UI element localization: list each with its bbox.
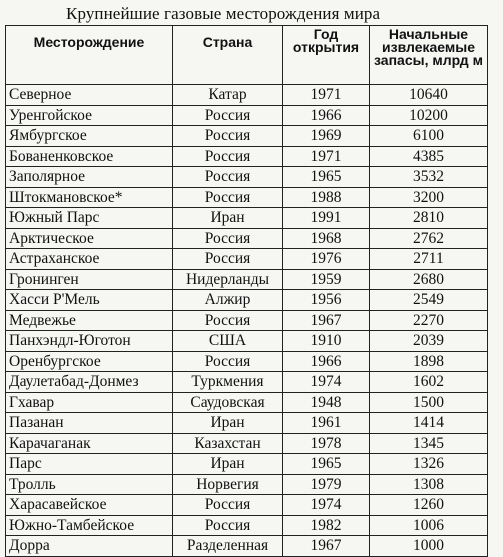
reserves-cell: 10640 — [370, 85, 488, 106]
field-cell: Даулетабад-Донмез — [6, 372, 173, 393]
table-row — [6, 167, 488, 188]
table-row — [6, 515, 488, 536]
field-cell: Уренгойское — [6, 105, 173, 126]
country-cell: Россия — [173, 146, 283, 167]
table-row — [6, 413, 488, 434]
field-cell: Северное — [6, 85, 173, 106]
table-row — [6, 85, 488, 106]
table-row — [6, 351, 488, 372]
field-cell: Южный Парс — [6, 208, 173, 229]
field-cell: Хасси Р'Мель — [6, 290, 173, 311]
country-cell: Иран — [173, 454, 283, 475]
reserves-cell: 2270 — [370, 310, 488, 331]
field-cell: Астраханское — [6, 249, 173, 270]
field-cell: Южно-Тамбейское — [6, 515, 173, 536]
table-row — [6, 310, 488, 331]
table-body — [6, 85, 488, 557]
table-row — [6, 536, 488, 557]
field-cell: Заполярное — [6, 167, 173, 188]
field-cell: Тролль — [6, 474, 173, 495]
year-cell: 1966 — [283, 105, 370, 126]
reserves-cell: 3200 — [370, 187, 488, 208]
field-cell: Дорра — [6, 536, 173, 557]
field-cell: Бованенковское — [6, 146, 173, 167]
reserves-cell: 1260 — [370, 495, 488, 516]
table-row — [6, 228, 488, 249]
country-cell: Катар — [173, 85, 283, 106]
reserves-cell: 1326 — [370, 454, 488, 475]
column-header-year — [283, 26, 370, 85]
year-cell: 1966 — [283, 351, 370, 372]
field-cell: Пазанан — [6, 413, 173, 434]
column-header-year-text: Год открытия — [292, 28, 360, 55]
year-cell: 1971 — [283, 85, 370, 106]
reserves-cell: 1345 — [370, 433, 488, 454]
year-cell: 1974 — [283, 495, 370, 516]
reserves-cell: 6100 — [370, 126, 488, 147]
table-row — [6, 290, 488, 311]
country-cell: Россия — [173, 515, 283, 536]
table-row — [6, 495, 488, 516]
country-cell: Россия — [173, 310, 283, 331]
table-row — [6, 474, 488, 495]
table-row — [6, 187, 488, 208]
table-row — [6, 433, 488, 454]
year-cell: 1988 — [283, 187, 370, 208]
field-cell: Гронинген — [6, 269, 173, 290]
country-cell: Разделенная — [173, 536, 283, 557]
country-cell: Казахстан — [173, 433, 283, 454]
reserves-cell: 1414 — [370, 413, 488, 434]
reserves-cell: 1006 — [370, 515, 488, 536]
reserves-cell: 3532 — [370, 167, 488, 188]
year-cell: 1991 — [283, 208, 370, 229]
reserves-cell: 2810 — [370, 208, 488, 229]
field-cell: Оренбургское — [6, 351, 173, 372]
country-cell: Россия — [173, 105, 283, 126]
field-cell: Карачаганак — [6, 433, 173, 454]
reserves-cell: 1500 — [370, 392, 488, 413]
table-row — [6, 331, 488, 352]
reserves-cell: 4385 — [370, 146, 488, 167]
field-cell: Ямбургское — [6, 126, 173, 147]
country-cell: Алжир — [173, 290, 283, 311]
year-cell: 1965 — [283, 167, 370, 188]
field-cell: Гхавар — [6, 392, 173, 413]
year-cell: 1979 — [283, 474, 370, 495]
country-cell: Саудовская — [173, 392, 283, 413]
table-row — [6, 249, 488, 270]
country-cell: Нидерланды — [173, 269, 283, 290]
column-header-field: Месторождение — [6, 26, 173, 85]
reserves-cell: 1000 — [370, 536, 488, 557]
year-cell: 1967 — [283, 536, 370, 557]
table-row — [6, 269, 488, 290]
reserves-cell: 2680 — [370, 269, 488, 290]
year-cell: 1956 — [283, 290, 370, 311]
country-cell: Норвегия — [173, 474, 283, 495]
table-row — [6, 454, 488, 475]
year-cell: 1978 — [283, 433, 370, 454]
country-cell: США — [173, 331, 283, 352]
year-cell: 1971 — [283, 146, 370, 167]
reserves-cell: 2762 — [370, 228, 488, 249]
table-row — [6, 146, 488, 167]
column-header-reserves-text: Начальные извлекаемые запасы, млрд м — [374, 28, 483, 68]
field-cell: Медвежье — [6, 310, 173, 331]
year-cell: 1961 — [283, 413, 370, 434]
reserves-cell: 10200 — [370, 105, 488, 126]
year-cell: 1968 — [283, 228, 370, 249]
country-cell: Россия — [173, 495, 283, 516]
header-row — [6, 26, 488, 85]
country-cell: Иран — [173, 208, 283, 229]
column-header-reserves — [370, 26, 488, 85]
year-cell: 1976 — [283, 249, 370, 270]
table-row — [6, 126, 488, 147]
year-cell: 1974 — [283, 372, 370, 393]
year-cell: 1982 — [283, 515, 370, 536]
year-cell: 1910 — [283, 331, 370, 352]
country-cell: Россия — [173, 249, 283, 270]
year-cell: 1965 — [283, 454, 370, 475]
country-cell: Россия — [173, 351, 283, 372]
field-cell: Харасавейское — [6, 495, 173, 516]
reserves-cell: 1898 — [370, 351, 488, 372]
table-row — [6, 105, 488, 126]
reserves-cell: 2711 — [370, 249, 488, 270]
table-row — [6, 392, 488, 413]
country-cell: Иран — [173, 413, 283, 434]
reserves-cell: 1602 — [370, 372, 488, 393]
table-row — [6, 208, 488, 229]
field-cell: Штокмановское* — [6, 187, 173, 208]
field-cell: Парс — [6, 454, 173, 475]
year-cell: 1948 — [283, 392, 370, 413]
reserves-cell: 2549 — [370, 290, 488, 311]
year-cell: 1959 — [283, 269, 370, 290]
page-title: Крупнейшие газовые месторождения мира — [66, 4, 381, 23]
reserves-cell: 2039 — [370, 331, 488, 352]
year-cell: 1967 — [283, 310, 370, 331]
field-cell: Арктическое — [6, 228, 173, 249]
country-cell: Россия — [173, 187, 283, 208]
country-cell: Туркмения — [173, 372, 283, 393]
country-cell: Россия — [173, 126, 283, 147]
country-cell: Россия — [173, 167, 283, 188]
column-header-country: Страна — [173, 26, 283, 85]
field-cell: Панхэндл-Юготон — [6, 331, 173, 352]
table-row — [6, 372, 488, 393]
reserves-cell: 1308 — [370, 474, 488, 495]
country-cell: Россия — [173, 228, 283, 249]
gas-fields-table — [5, 25, 488, 557]
year-cell: 1969 — [283, 126, 370, 147]
